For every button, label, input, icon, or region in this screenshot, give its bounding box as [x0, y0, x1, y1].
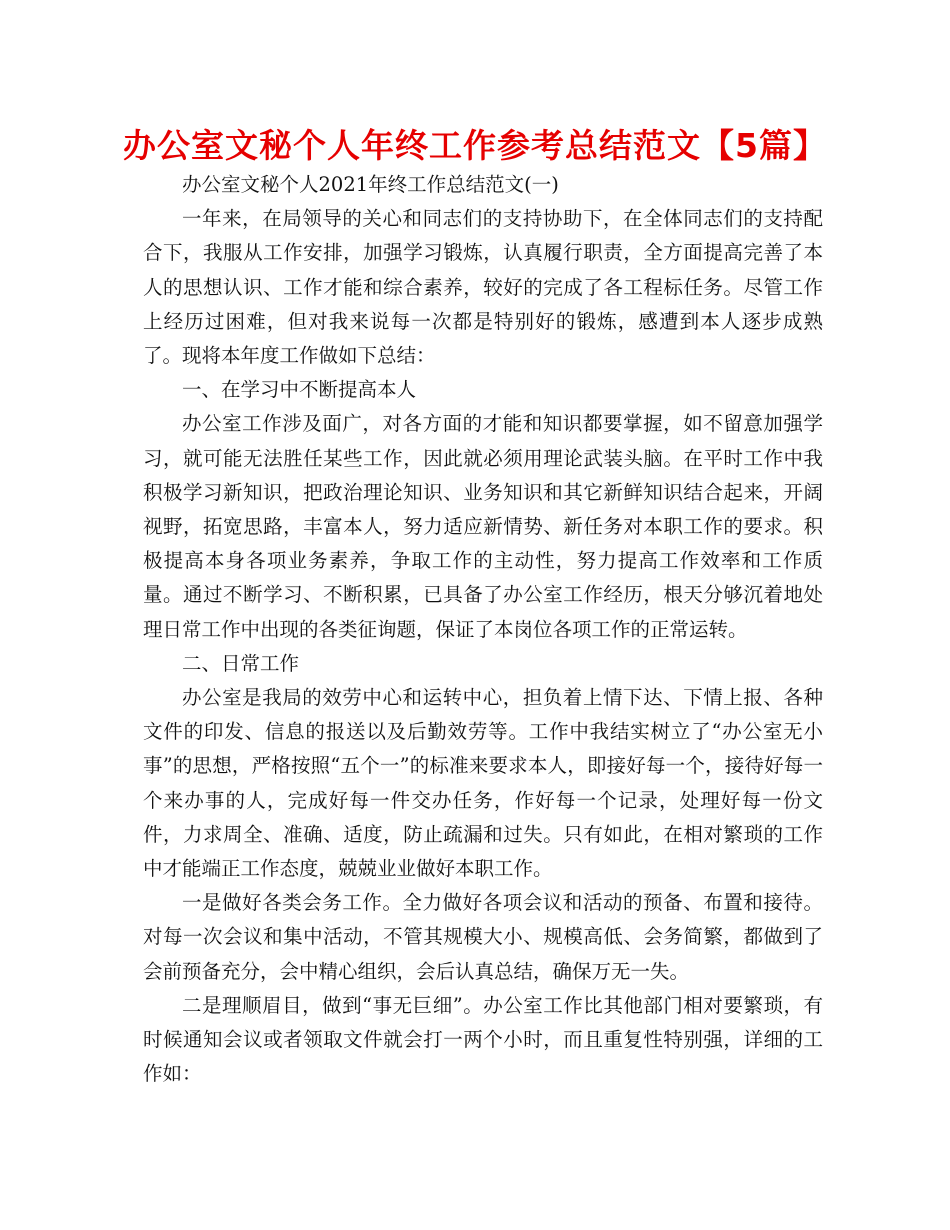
document-body — [143, 168, 823, 1091]
paragraph-subtitle: 办公室文秘个人2021年终工作总结范文(一) — [182, 173, 559, 196]
paragraph: 一是做好各类会务工作。全力做好各项会议和活动的预备、布置和接待。对每一次会议和集中活动，不管其规模大小、规模高低、会务简繁，都做到了会前预备充分，会中精心组织，会后认真总结，确保万无一失。 — [143, 891, 823, 983]
document-title: 办公室文秘个人年终工作参考总结范文【5篇】 — [123, 126, 827, 165]
section-heading-1: 一、在学习中不断提高本人 — [182, 378, 417, 402]
paragraph: 二是理顺眉目，做到“事无巨细”。办公室工作比其他部门相对要繁琐，有时候通知会议或者领取文件就会打一两个小时，而且重复性特别强，详细的工作如： — [143, 993, 823, 1086]
section-heading-2: 二、日常工作 — [182, 651, 300, 675]
paragraph: 一年来，在局领导的关心和同志们的支持协助下，在全体同志们的支持配合下，我服从工作安排，加强学习锻炼，认真履行职责，全方面提高完善了本人的思想认识、工作才能和综合素养，较好的完成了各工程标任务。尽管工作上经历过困难，但对我来说每一次都是特别好的锻炼，感遭到本人逐步成熟了。现将本年度工作做如下总结： — [143, 207, 823, 368]
paragraph: 办公室是我局的效劳中心和运转中心，担负着上情下达、下情上报、各种文件的印发、信息的报送以及后勤效劳等。工作中我结实树立了“办公室无小事”的思想，严格按照“五个一”的标准来要求本人，即接好每一个，接待好每一个来办事的人，完成好每一件交办任务，作好每一个记录，处理好每一份文件，力求周全、准确、适度，防止疏漏和过失。只有如此，在相对繁琐的工作中才能端正工作态度，兢兢业业做好本职工作。 — [143, 686, 823, 881]
paragraph: 办公室工作涉及面广，对各方面的才能和知识都要掌握，如不留意加强学习，就可能无法胜任某些工作，因此就必须用理论武装头脑。在平时工作中我积极学习新知识，把政治理论知识、业务知识和其它新鲜知识结合起来，开阔视野，拓宽思路，丰富本人，努力适应新情势、新任务对本职工作的要求。积极提高本身各项业务素养，争取工作的主动性，努力提高工作效率和工作质量。通过不断学习、不断积累，已具备了办公室工作经历，根天分够沉着地处理日常工作中出现的各类征询题，保证了本岗位各项工作的正常运转。 — [143, 412, 823, 641]
